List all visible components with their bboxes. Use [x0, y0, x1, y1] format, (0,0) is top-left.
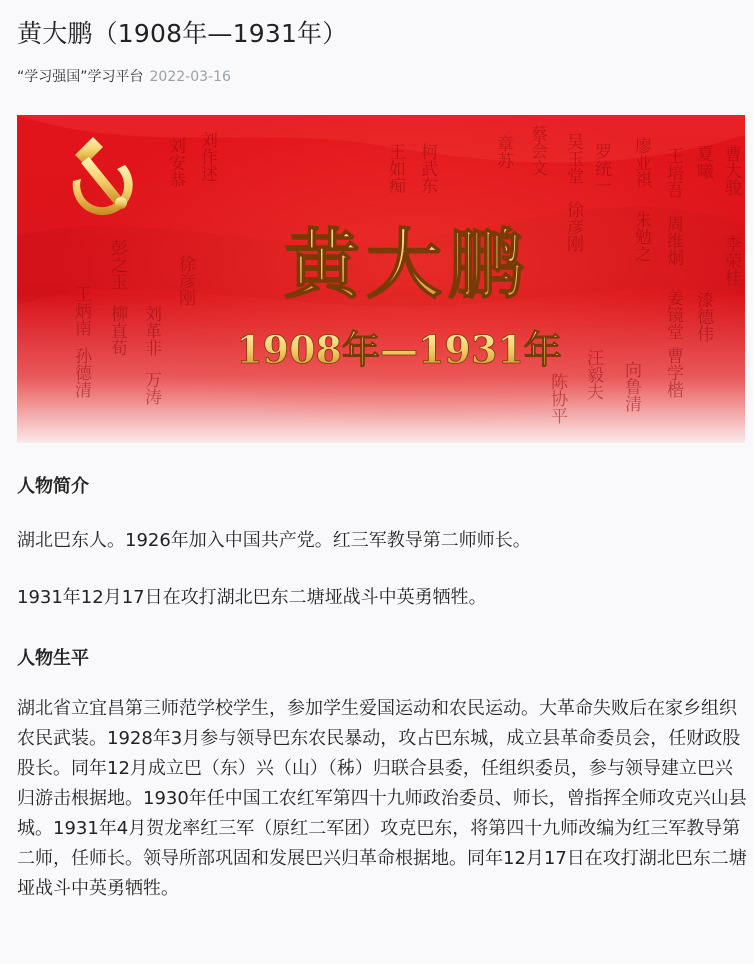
background-name: 廖业祺: [631, 137, 651, 188]
background-name: 吴玉堂: [563, 133, 583, 184]
background-name: 徐彦刚: [563, 201, 583, 252]
banner-years: 1908年—1931年: [236, 327, 562, 372]
background-name: 李荣桂: [721, 235, 741, 286]
background-name: 曹大骏: [721, 145, 741, 196]
background-name: 孙德清: [71, 347, 91, 398]
background-name: 朱勉之: [631, 211, 651, 262]
article-date: 2022-03-16: [149, 69, 231, 85]
background-name: 柳直荀: [107, 305, 127, 356]
background-name: 陈协平: [547, 373, 567, 424]
section-heading-intro: 人物简介: [17, 476, 89, 497]
background-name: 罗统一: [591, 143, 611, 194]
banner-graphic: [17, 115, 745, 443]
background-name: 王如痴: [385, 143, 405, 194]
background-name: 夏曦: [693, 145, 713, 179]
background-name: 姜镜堂: [663, 289, 683, 340]
background-name: 王炳南: [71, 285, 91, 336]
intro-paragraph-2: 1931年12月17日在攻打湖北巴东二塘垭战斗中英勇牺牲。: [17, 587, 487, 608]
banner-name: 黄大鹏: [284, 220, 530, 309]
section-heading-biography: 人物生平: [17, 648, 89, 669]
background-name: 徐彦刚: [175, 255, 195, 306]
background-name: 曹学楷: [663, 347, 683, 398]
article-title: 黄大鹏（1908年—1931年）: [17, 19, 348, 48]
background-name: 向鲁清: [621, 361, 641, 412]
background-name: 柯武东: [417, 143, 437, 194]
banner-image: [17, 115, 745, 443]
article-meta: [17, 66, 231, 86]
background-name: 周维炯: [663, 215, 683, 266]
background-name: 漆德伟: [693, 291, 713, 342]
background-name: 蔡会文: [527, 125, 547, 176]
article-source[interactable]: “学习强国”学习平台: [17, 69, 144, 85]
background-name: 章苏: [493, 135, 513, 169]
background-name: 刘作述: [197, 131, 217, 182]
intro-paragraph-1: 湖北巴东人。1926年加入中国共产党。红三军教导第二师师长。: [17, 530, 531, 551]
background-name: 刘革非: [141, 305, 161, 356]
background-name: 刘安恭: [165, 137, 185, 188]
background-name: 万涛: [141, 371, 161, 405]
background-name: 彭之玉: [107, 239, 127, 290]
background-name: 王培吾: [663, 147, 683, 198]
biography-paragraph: 湖北省立宜昌第三师范学校学生，参加学生爱国运动和农民运动。大革命失败后在家乡组织农民武装。1928年3月参与领导巴东农民暴动，攻占巴东城，成立县革命委员会，任财政股股长。同年12月成立巴（东）兴（山）（秭）归联合县委，任组织委员，参与领导建立巴兴归游击根据地。1930年任中国工农红军第四十九师政治委员、师长，曾指挥全师攻克兴山县城。1931年4月贺龙率红三军（原红二军团）攻克巴东，将第四十九师改编为红三军教导第二师，任师长。领导所部巩固和发展巴兴归革命根据地。同年12月17日在攻打湖北巴东二塘垭战斗中英勇牺牲。: [17, 698, 747, 899]
background-name: 汪毅夫: [583, 349, 603, 400]
